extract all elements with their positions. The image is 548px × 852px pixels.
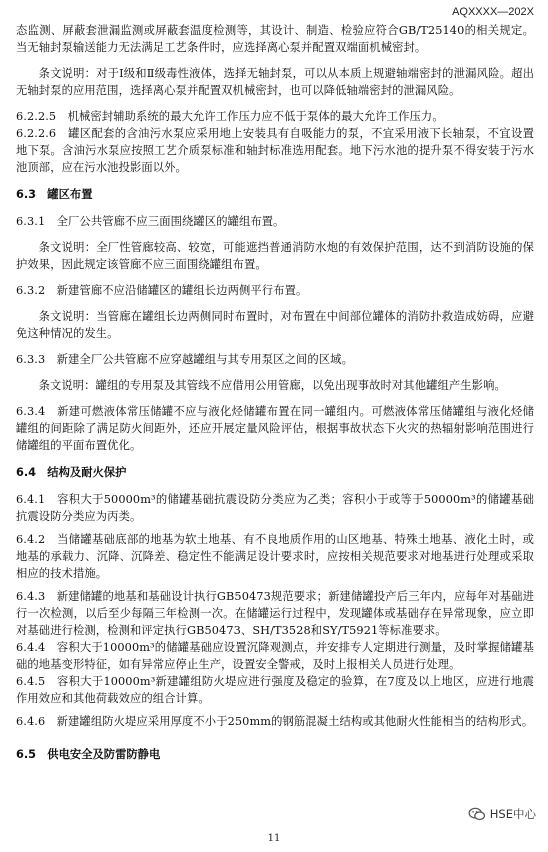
clause-6-3-1: 6.3.1 全厂公共管廊不应三面围绕罐区的罐组布置。 <box>16 215 285 228</box>
clause-6-4-4: 6.4.4 容积大于10000m³的储罐基础应设置沉降观测点，并安排专人定期进行测量，及时掌握储罐基础的地基变形特征，如有异常应停止生产，设置安全警戒，及时上报相关人员进行处理。 <box>16 641 534 671</box>
section-heading-6-5: 6.5 供电安全及防雷防静电 <box>16 748 161 761</box>
section-heading-6-4: 6.4 结构及耐火保护 <box>16 466 127 479</box>
clause-6-4-3: 6.4.3 新建储罐的地基和基础设计执行GB50473规范要求；新建储罐投产后三年内，应每年对基础进行一次检测，以后至少每隔三年检测一次。在储罐运行过程中，发现罐体或基础存在异常现象，应立即对基础进行检测，检测和评定执行GB50473、SH/T3528和SY/T5921等标准要求。 <box>16 590 534 637</box>
explanation-paragraph: 条文说明：对于Ⅰ级和Ⅱ级毒性液体，选择无轴封泵，可以从本质上规避轴端密封的泄漏风险。超出无轴封泵的应用范围，选择离心泵并配置双机械密封，也可以降低轴端密封的泄漏风险。 <box>16 67 534 97</box>
watermark <box>468 806 536 822</box>
explanation-paragraph: 条文说明：当管廊在罐组长边两侧同时布置时，对布置在中间部位罐体的消防扑救造成妨碍，应避免这种情况的发生。 <box>16 310 534 340</box>
clause-6-2-2-6: 6.2.2.6 罐区配套的含油污水泵应采用地上安装具有自吸能力的泵，不宜采用液下长轴泵，不宜设置地下泵。含油污水泵应按照工艺介质泵标准和轴封标准选用配套。地下污水池的提升泵不得安装于污水池顶部，应在污水池投影面以外。 <box>16 127 534 174</box>
clause-6-4-2: 6.4.2 当储罐基础底部的地基为软土地基、有不良地质作用的山区地基、特殊土地基、液化土时，或地基的承载力、沉降、沉降差、稳定性不能满足设计要求时，应按相关规范要求对地基进行处理或采取相应的技术措施。 <box>16 533 534 580</box>
section-heading-6-3: 6.3 罐区布置 <box>16 188 93 201</box>
wechat-icon <box>468 807 486 821</box>
clause-6-3-4: 6.3.4 新建可燃液体常压储罐不应与液化烃储罐布置在同一罐组内。可燃液体常压储罐组与液化烃储罐组的间距除了满足防火间距外，还应开展定量风险评估，根据事故状态下火灾的热辐射影响范围进行储罐组的平面布置优化。 <box>16 405 534 452</box>
document-code: AQXXXX—202X <box>452 6 534 18</box>
clause-6-2-2-5: 6.2.2.5 机械密封辅助系统的最大允许工作压力应不低于泵体的最大允许工作压力。 <box>16 110 444 123</box>
page-number: 11 <box>267 833 281 844</box>
clause-6-4-5: 6.4.5 容积大于10000m³新建罐组防火堤应进行强度及稳定的验算，在7度及以上地区，应进行地震作用效应和其他荷载效应的组合计算。 <box>16 675 534 705</box>
explanation-paragraph: 条文说明：全厂性管廊较高、较宽，可能遮挡普通消防水炮的有效保护范围，达不到消防设施的保护效果，因此规定该管廊不应三面围绕罐组布置。 <box>16 241 534 271</box>
watermark-text: HSE中心 <box>489 807 536 821</box>
clause-6-4-1: 6.4.1 容积大于50000m³的储罐基础抗震设防分类应为乙类；容积小于或等于50000m³的储罐基础抗震设防分类应为丙类。 <box>16 493 534 523</box>
clause-6-3-2: 6.3.2 新建管廊不应沿储罐区的罐组长边两侧平行布置。 <box>16 284 308 297</box>
explanation-paragraph: 条文说明：罐组的专用泵及其管线不应借用公用管廊，以免出现事故时对其他罐组产生影响。 <box>38 379 506 392</box>
clause-6-3-3: 6.3.3 新建全厂公共管廊不应穿越罐组与其专用泵区之间的区域。 <box>16 353 353 366</box>
paragraph-continuation: 态监测、屏蔽套泄漏监测或屏蔽套温度检测等，其设计、制造、检验应符合GB/T25140的相关规定。当无轴封泵输送能力无法满足工艺条件时，应选择离心泵并配置双端面机械密封。 <box>16 24 534 54</box>
clause-6-4-6: 6.4.6 新建罐组防火堤应采用厚度不小于250mm的钢筋混凝土结构或其他耐火性能相当的结构形式。 <box>16 715 534 728</box>
document-body <box>16 22 534 763</box>
